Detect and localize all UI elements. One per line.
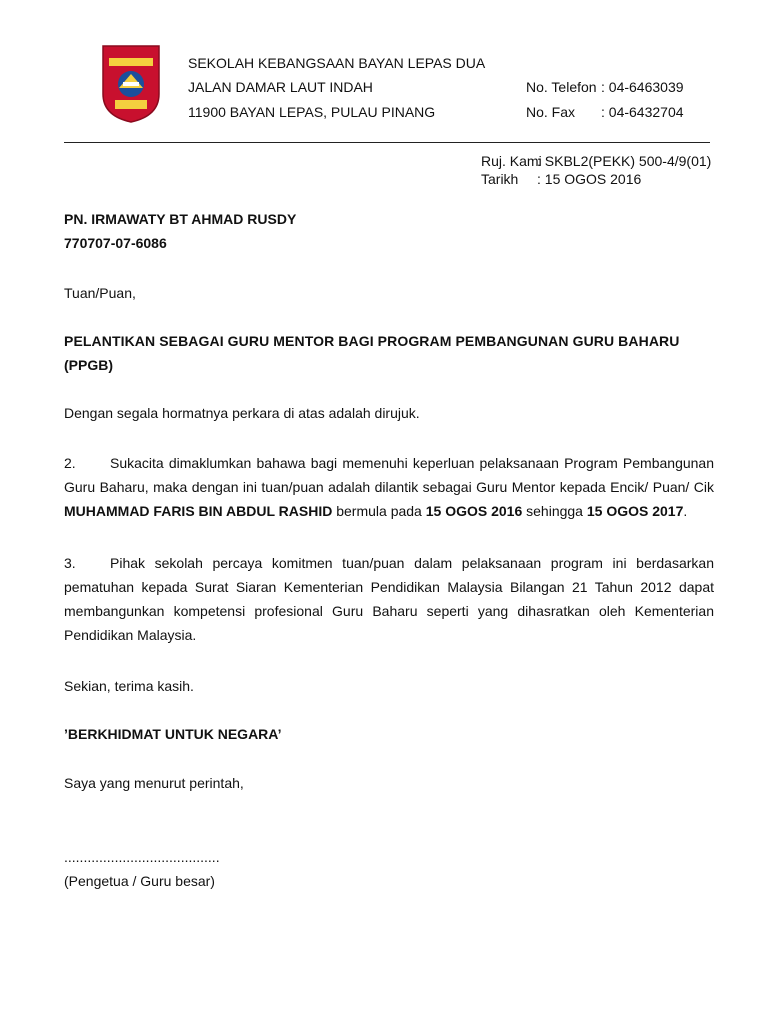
order-line: Saya yang menurut perintah,	[64, 775, 244, 791]
paragraph-2	[64, 451, 714, 523]
paragraph-2-number: 2.	[64, 455, 76, 471]
date-row	[481, 170, 711, 188]
salutation: Tuan/Puan,	[64, 285, 136, 301]
header-divider	[64, 142, 710, 143]
subject-line-1: PELANTIKAN SEBAGAI GURU MENTOR BAGI PROGRAM PEMBANGUNAN GURU BAHARU	[64, 333, 680, 349]
reference-label: Ruj. Kami	[481, 153, 542, 169]
start-date: 15 OGOS 2016	[425, 503, 523, 519]
fax-number: : 04-6432704	[601, 104, 684, 120]
paragraph-1: Dengan segala hormatnya perkara di atas adalah dirujuk.	[64, 405, 420, 421]
reference-row	[481, 152, 711, 170]
paragraph-3	[64, 551, 714, 647]
paragraph-2-text-b: bermula pada	[336, 503, 422, 519]
recipient-id: 770707-07-6086	[64, 235, 167, 251]
fax-row	[526, 104, 684, 120]
phone-row	[526, 79, 684, 95]
paragraph-3-text: Pihak sekolah percaya komitmen tuan/puan dalam pelaksanaan program ini berdasarkan pematuhan kepada Surat Siaran Kementerian Pendidikan Malaysia Bilangan 21 Tahun 2012 dapat membangunkan kompetensi profesional Guru Baharu seperti yang dihasratkan oleh Kementerian Pendidikan Malaysia.	[64, 555, 714, 643]
fax-label: No. Fax	[526, 104, 576, 120]
paragraph-3-number: 3.	[64, 555, 76, 571]
closing: Sekian, terima kasih.	[64, 678, 194, 694]
phone-label: No. Telefon	[526, 79, 597, 95]
mentee-name: MUHAMMAD FARIS BIN ABDUL RASHID	[64, 503, 333, 519]
signature-line: ........................................	[64, 849, 220, 865]
school-logo	[101, 44, 161, 124]
school-address-line1: JALAN DAMAR LAUT INDAH	[188, 79, 373, 95]
signatory: (Pengetua / Guru besar)	[64, 873, 215, 889]
paragraph-2-text-c: sehingga	[526, 503, 583, 519]
school-address-line2: 11900 BAYAN LEPAS, PULAU PINANG	[188, 104, 436, 120]
date-label: Tarikh	[481, 171, 519, 187]
paragraph-2-text: Sukacita dimaklumkan bahawa bagi memenuhi keperluan pelaksanaan Program Pembangunan Guru Baharu, maka dengan ini tuan/puan adalah dilantik sebagai Guru Mentor kepada Encik/ Puan/ Cik	[64, 455, 714, 495]
paragraph-2-end: .	[683, 503, 688, 519]
end-date: 15 OGOS 2017	[586, 503, 684, 519]
reference-block	[481, 152, 711, 188]
motto: ’BERKHIDMAT UNTUK NEGARA’	[64, 726, 282, 742]
school-name: SEKOLAH KEBANGSAAN BAYAN LEPAS DUA	[188, 55, 486, 71]
date-value: : 15 OGOS 2016	[537, 171, 642, 187]
subject-line-2: (PPGB)	[64, 357, 113, 373]
recipient-name: PN. IRMAWATY BT AHMAD RUSDY	[64, 211, 297, 227]
reference-value: : SKBL2(PEKK) 500-4/9(01)	[537, 153, 712, 169]
phone-number: : 04-6463039	[601, 79, 684, 95]
